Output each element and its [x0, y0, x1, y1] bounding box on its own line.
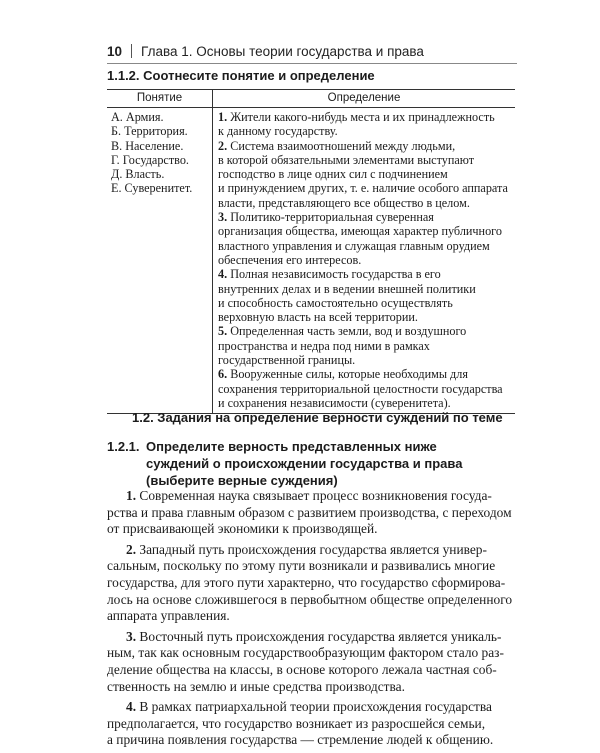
definition-line — [218, 296, 510, 310]
definition-text: к данному государству. — [218, 124, 338, 139]
definition-line — [218, 153, 510, 167]
concept-item: Б. Территория. — [111, 124, 188, 139]
definition-line — [218, 353, 510, 367]
subtask-number: 1.2.1. — [107, 439, 140, 454]
definition-text: организация общества, имеющая характер публичного — [218, 224, 502, 239]
statement-line — [107, 521, 517, 538]
definition-number: 1. — [218, 110, 228, 124]
statement-text: ственность на землю и иные средства производства. — [107, 678, 405, 694]
definition-number: 2. — [218, 138, 228, 153]
section-title: 1.2. Задания на определение верности суждений по теме — [132, 410, 503, 425]
definition-text: верховную власть на всей территории. — [218, 310, 418, 325]
statement-line — [107, 505, 517, 522]
statement-item — [107, 629, 517, 695]
statement-line — [107, 699, 517, 716]
definition-text: господство в лице одних сил с подчинением — [218, 167, 448, 182]
definition-text: властного управления и служащая главным орудием — [218, 238, 490, 253]
definition-line — [218, 310, 510, 324]
definition-line — [218, 253, 510, 267]
definition-line — [218, 181, 510, 195]
subtask-title-line: суждений о происхождении государства и права — [146, 456, 463, 471]
statement-number: 2. — [126, 541, 137, 557]
concept-item: Г. Государство. — [111, 152, 189, 167]
definition-text: государственной границы. — [218, 353, 356, 368]
definition-text: пространства и недра под ними в рамках — [218, 338, 430, 353]
definition-text: Полная независимость государства в его — [230, 267, 441, 282]
statement-line — [107, 608, 517, 625]
header-separator — [131, 44, 132, 58]
statement-line — [107, 716, 517, 733]
column-header-definition: Определение — [213, 90, 516, 108]
definition-text: и способность самостоятельно осуществлять — [218, 295, 453, 310]
statement-number: 1. — [126, 488, 137, 503]
statement-text: государства, для этого пути характерно, что государство сформирова- — [107, 574, 506, 590]
concept-item: А. Армия. — [111, 110, 164, 124]
table-header-row — [107, 90, 515, 108]
definition-line — [218, 224, 510, 238]
statement-line — [107, 629, 517, 646]
page-number: 10 — [107, 43, 123, 59]
statement-line — [107, 488, 517, 505]
definitions-cell — [213, 108, 516, 414]
definition-line — [218, 167, 510, 181]
definition-text: Жители какого-нибудь места и их принадлежность — [230, 110, 495, 124]
task-title: 1.1.2. Соотнесите понятие и определение — [107, 68, 375, 83]
definition-text: внутренних делах и в ведении внешней политики — [218, 281, 476, 296]
statement-line — [107, 662, 517, 679]
statement-text: от присваивающей экономики к производящей. — [107, 521, 378, 537]
definition-text: и сохранения независимости (суверенитета). — [218, 395, 451, 410]
statement-line — [107, 575, 517, 592]
definition-line — [218, 324, 510, 338]
statement-line — [107, 542, 517, 559]
definition-number: 3. — [218, 210, 228, 225]
statement-line — [107, 558, 517, 575]
statement-text: лось на основе сложившегося в первобытном обществе определенного — [107, 591, 513, 607]
definition-text: Система взаимоотношений между людьми, — [230, 138, 456, 153]
subtask-title-line: (выберите верные суждения) — [146, 473, 338, 488]
definition-line — [218, 382, 510, 396]
statement-text: ным, так как основным государствообразующим фактором стало раз- — [107, 645, 504, 661]
definition-line — [218, 367, 510, 381]
definition-line — [218, 110, 510, 124]
definition-number: 4. — [218, 267, 228, 282]
definition-text: в которой обязательными элементами выступают — [218, 152, 475, 167]
statement-text: Западный путь происхождения государства является универ- — [139, 541, 487, 557]
running-header — [107, 40, 517, 62]
concept-item: Д. Власть. — [111, 167, 165, 182]
concept-item: Е. Суверенитет. — [111, 181, 193, 196]
subtask-title — [107, 438, 507, 489]
statement-item — [107, 488, 517, 538]
statement-line — [107, 732, 517, 749]
definition-text: Вооруженные силы, которые необходимы для — [230, 367, 468, 382]
definition-line — [218, 282, 510, 296]
statement-text: В рамках патриархальной теории происхождения государства — [139, 699, 493, 715]
subtask-title-line: Определите верность представленных ниже — [146, 439, 437, 454]
definition-text: Определенная часть земли, вод и воздушного — [230, 324, 467, 339]
statement-text: деление общества на классы, в основе которого лежала частная соб- — [107, 661, 497, 677]
chapter-title: Глава 1. Основы теории государства и права — [141, 43, 424, 59]
definition-line — [218, 196, 510, 210]
definition-text: сохранения территориальной целостности государства — [218, 381, 503, 396]
statement-line — [107, 645, 517, 662]
definition-line — [218, 339, 510, 353]
statement-number: 3. — [126, 628, 137, 644]
definition-text: власти, представляющего все общество в целом. — [218, 195, 470, 210]
header-rule — [107, 63, 517, 64]
definition-line — [218, 139, 510, 153]
definition-text: Политико-территориальная суверенная — [230, 210, 434, 225]
matching-table — [107, 89, 515, 414]
definition-line — [218, 267, 510, 281]
statement-text: Современная наука связывает процесс возникновения госуда- — [139, 488, 492, 503]
definition-line — [218, 124, 510, 138]
definition-line — [218, 239, 510, 253]
statement-text: аппарата управления. — [107, 608, 230, 624]
statement-text: рства и права главным образом с развитием производства, с переходом — [107, 504, 512, 520]
statement-text: а причина появления государства — стремление людей к общению. — [107, 732, 494, 748]
definition-line — [218, 210, 510, 224]
definition-line — [218, 396, 510, 410]
definition-number: 5. — [218, 324, 228, 339]
statement-text: предполагается, что государство возникает из разросшейся семьи, — [107, 715, 486, 731]
column-header-concept: Понятие — [107, 90, 213, 108]
statement-text: сальным, поскольку по этому пути возникали и развивались многие — [107, 558, 496, 574]
definition-text: обеспечения его интересов. — [218, 252, 362, 267]
statement-line — [107, 679, 517, 696]
table-row — [107, 108, 515, 414]
statement-text: Восточный путь происхождения государства является уникаль- — [139, 628, 502, 644]
concepts-cell — [107, 108, 213, 414]
definition-number: 6. — [218, 367, 228, 382]
statement-item — [107, 699, 517, 749]
statement-line — [107, 592, 517, 609]
definition-text: и принуждением других, т. е. наличие особого аппарата — [218, 181, 508, 196]
statements-list — [107, 488, 517, 753]
statement-item — [107, 542, 517, 625]
concept-item: В. Население. — [111, 138, 184, 153]
statement-number: 4. — [126, 699, 137, 715]
